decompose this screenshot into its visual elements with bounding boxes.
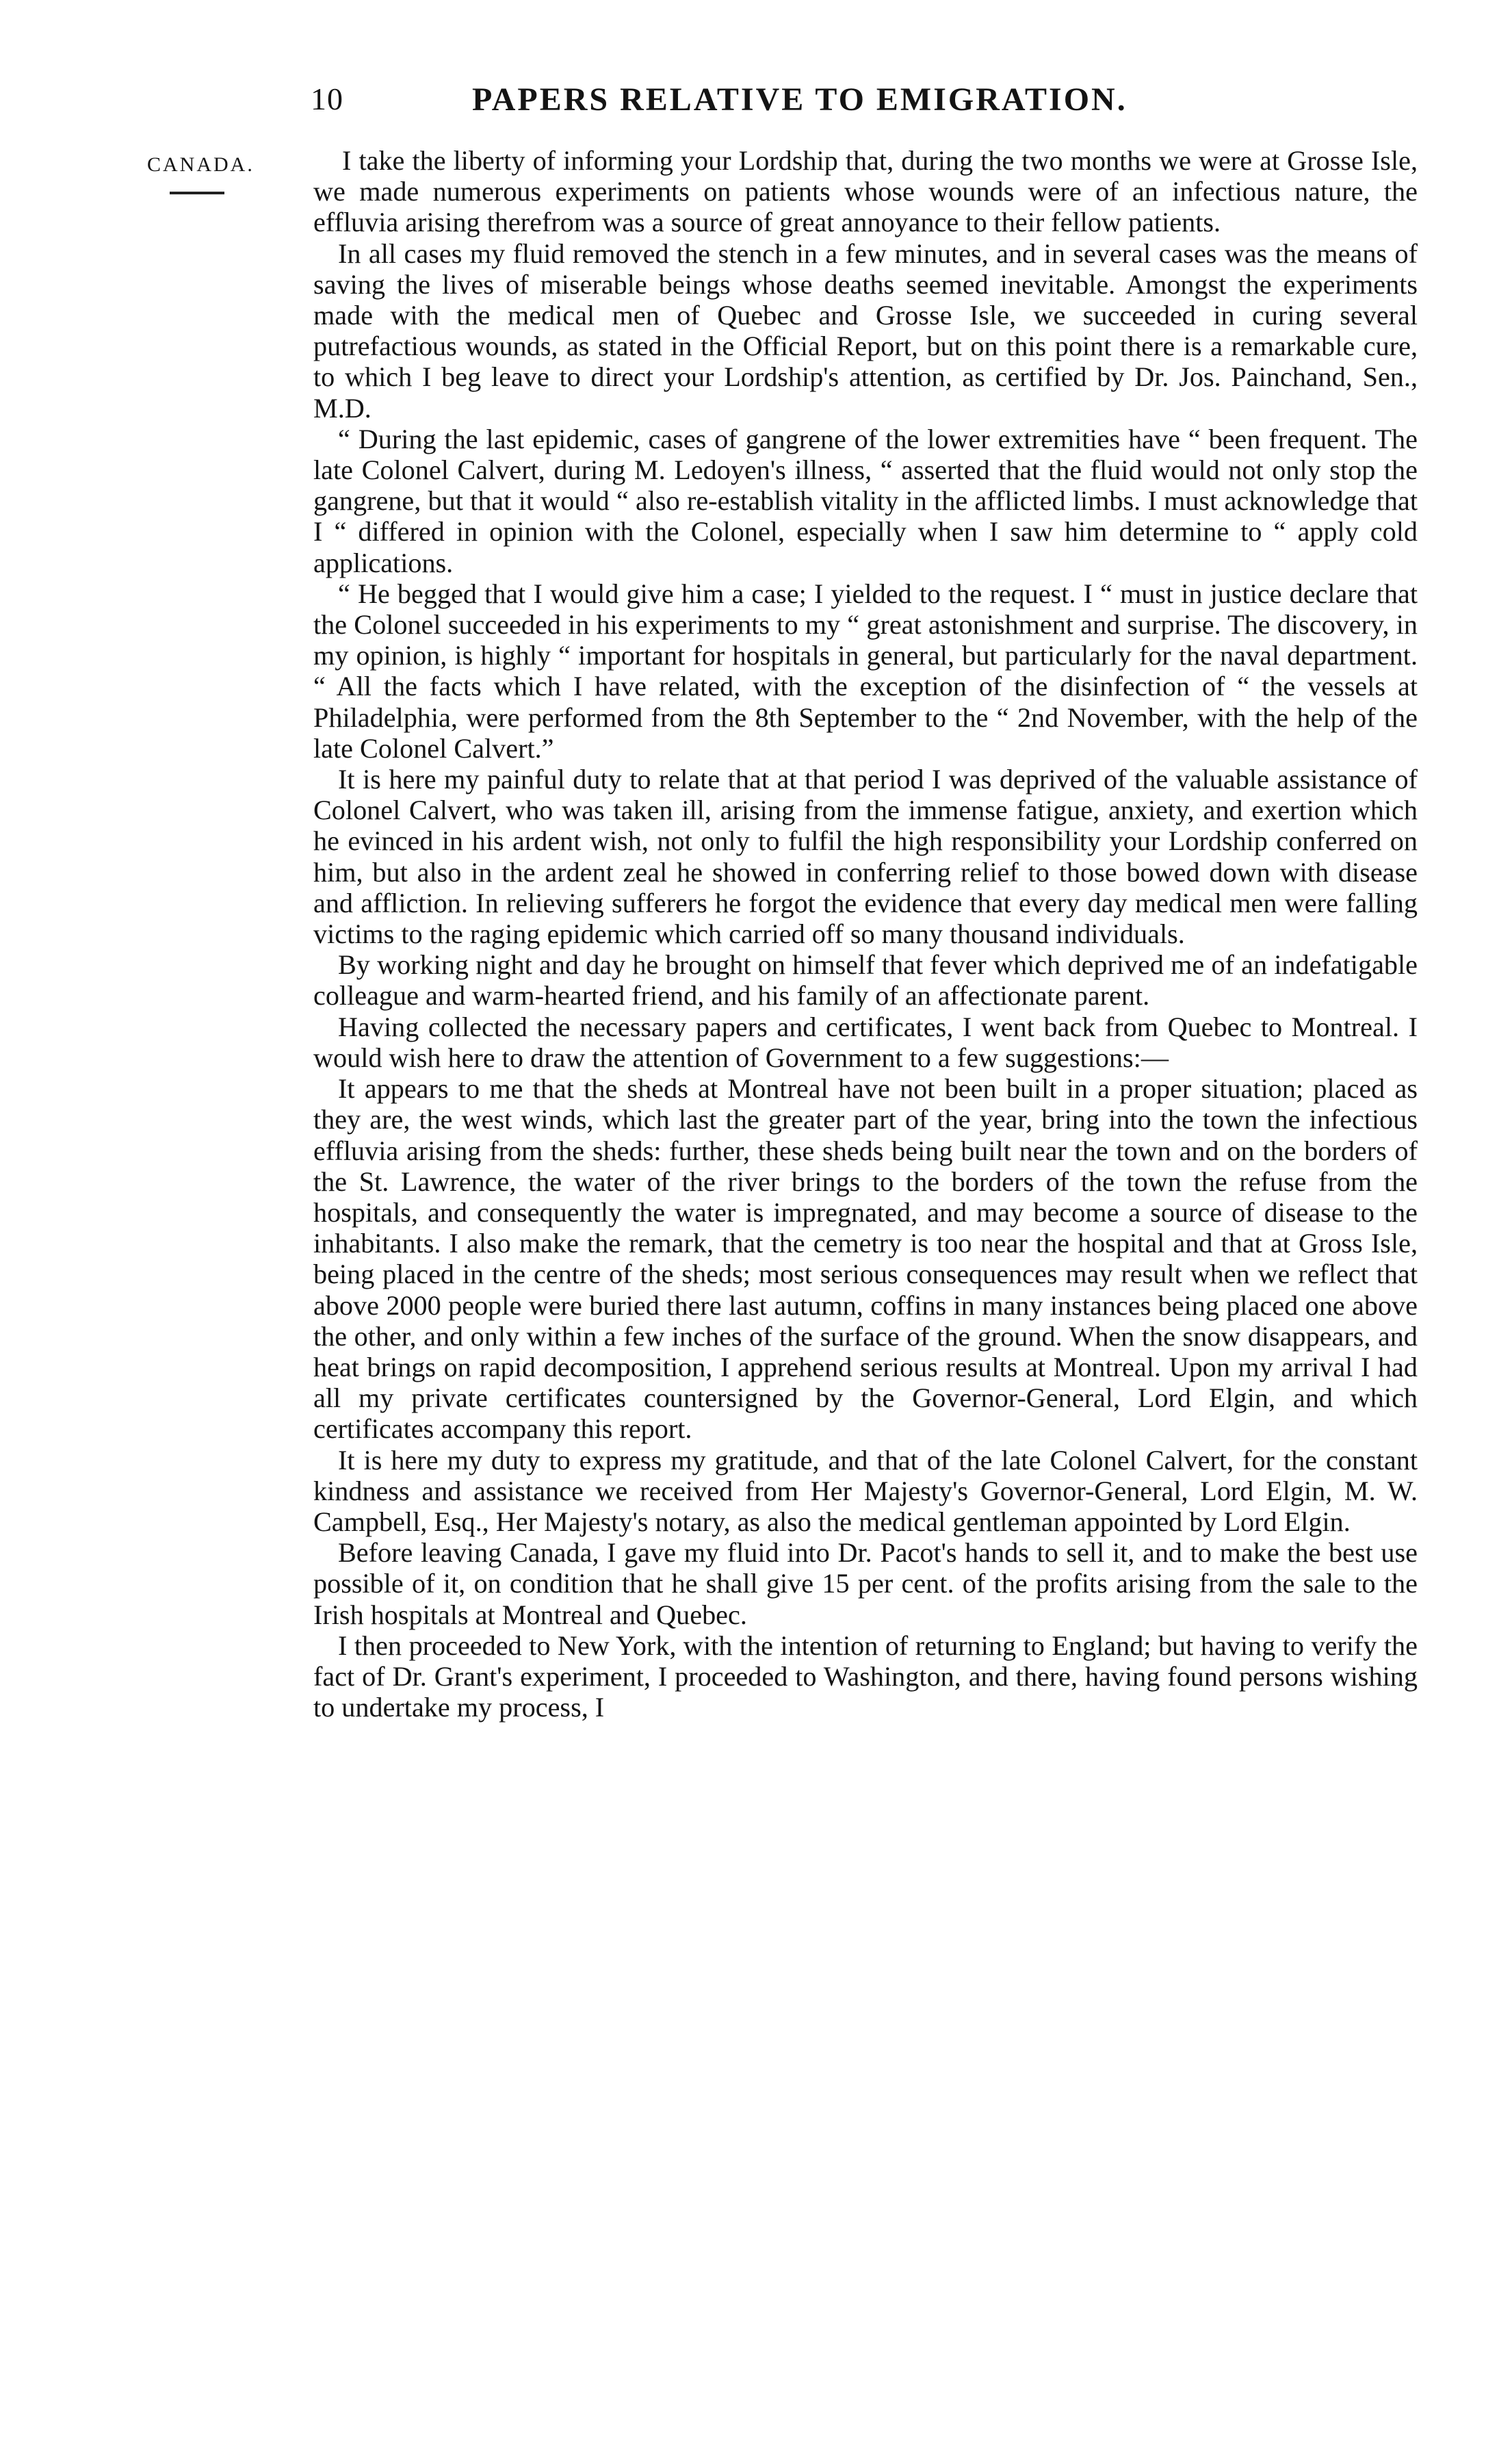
paragraph-1: I take the liberty of informing your Lordship that, during the two months we were at Grosse Isle, we made numerous experiments on patients whose wounds were of an infectious nature, the effluvia arising therefrom was a source of great annoyance to their fellow patients. xyxy=(313,145,1418,238)
quoted-paragraph-2: “ He begged that I would give him a case; I yielded to the request. I “ must in justice declare that the Colonel succeeded in his experiments to my “ great astonishment and surprise. The discovery, in my opinion, is highly “ important for hospitals in general, but particularly for the naval department. “ All the facts which I have related, with the exception of the disinfection of “ the vessels at Philadelphia, were performed from the 8th September to the “ 2nd November, with the help of the late Colonel Calvert.” xyxy=(313,578,1418,764)
paragraph-2: In all cases my fluid removed the stench in a few minutes, and in several cases was the means of saving the lives of miserable beings whose deaths seemed inevitable. Amongst the experiments made with the medical men of Quebec and Grosse Isle, we succeeded in curing several putrefactious wounds, as stated in the Official Report, but on this point there is a remarkable cure, to which I beg leave to direct your Lordship's attention, as certified by Dr. Jos. Painchand, Sen., M.D. xyxy=(313,237,1418,424)
paragraph-6: It appears to me that the sheds at Montreal have not been built in a proper situation; placed as they are, the west winds, which last the greater part of the year, bring into the town the infectious effluvia arising from the sheds: further, these sheds being built near the town and on the borders of the St. Lawrence, the water of the river brings to the borders of the town the refuse from the hospitals, and consequently the water is impregnated, and may become a source of disease to the inhabitants. I also make the remark, that the cemetry is too near the hospital and that at Gross Isle, being placed in the centre of the sheds; most serious consequences may result when we reflect that above 2000 people were buried there last autumn, coffins in many instances being placed one above the other, and only within a few inches of the surface of the ground. When the snow disappears, and heat brings on rapid decomposition, I apprehend serious results at Montreal. Upon my arrival I had all my private certificates countersigned by the Governor-General, Lord Elgin, and which certificates accompany this report. xyxy=(313,1073,1418,1445)
margin-section-label: CANADA. xyxy=(147,153,255,176)
running-title: PAPERS RELATIVE TO EMIGRATION. xyxy=(472,81,1128,118)
page-header xyxy=(301,81,1348,129)
paragraph-9: I then proceeded to New York, with the intention of returning to England; but having to verify the fact of Dr. Grant's experiment, I proceeded to Washington, and there, having found persons wishing to undertake my process, I xyxy=(313,1629,1418,1723)
page-number: 10 xyxy=(311,81,343,116)
body-text xyxy=(313,145,1418,1723)
paragraph-4: By working night and day he brought on himself that fever which deprived me of an indefatigable colleague and warm-hearted friend, and his family of an affectionate parent. xyxy=(313,949,1418,1012)
paragraph-7: It is here my duty to express my gratitude, and that of the late Colonel Calvert, for the constant kindness and assistance we received from Her Majesty's Governor-General, Lord Elgin, M. W. Campbell, Esq., Her Majesty's notary, as also the medical gentleman appointed by Lord Elgin. xyxy=(313,1444,1418,1537)
paragraph-5: Having collected the necessary papers and certificates, I went back from Quebec to Montreal. I would wish here to draw the attention of Government to a few suggestions:— xyxy=(313,1011,1418,1073)
paragraph-8: Before leaving Canada, I gave my fluid into Dr. Pacot's hands to sell it, and to make the best use possible of it, on condition that he shall give 15 per cent. of the profits arising from the sale to the Irish hospitals at Montreal and Quebec. xyxy=(313,1537,1418,1630)
paragraph-3: It is here my painful duty to relate that at that period I was deprived of the valuable assistance of Colonel Calvert, who was taken ill, arising from the immense fatigue, anxiety, and exertion which he evinced in his ardent wish, not only to fulfil the high responsibility your Lordship conferred on him, but also in the ardent zeal he showed in conferring relief to those bowed down with disease and affliction. In relieving sufferers he forgot the evidence that every day medical men were falling victims to the raging epidemic which carried off so many thousand individuals. xyxy=(313,764,1418,950)
margin-rule xyxy=(170,192,224,194)
quoted-paragraph-1: “ During the last epidemic, cases of gangrene of the lower extremities have “ been frequent. The late Colonel Calvert, during M. Ledoyen's illness, “ asserted that the fluid would not only stop the gangrene, but that it would “ also re-establish vitality in the afflicted limbs. I must acknowledge that I “ differed in opinion with the Colonel, especially when I saw him determine to “ apply cold applications. xyxy=(313,423,1418,578)
